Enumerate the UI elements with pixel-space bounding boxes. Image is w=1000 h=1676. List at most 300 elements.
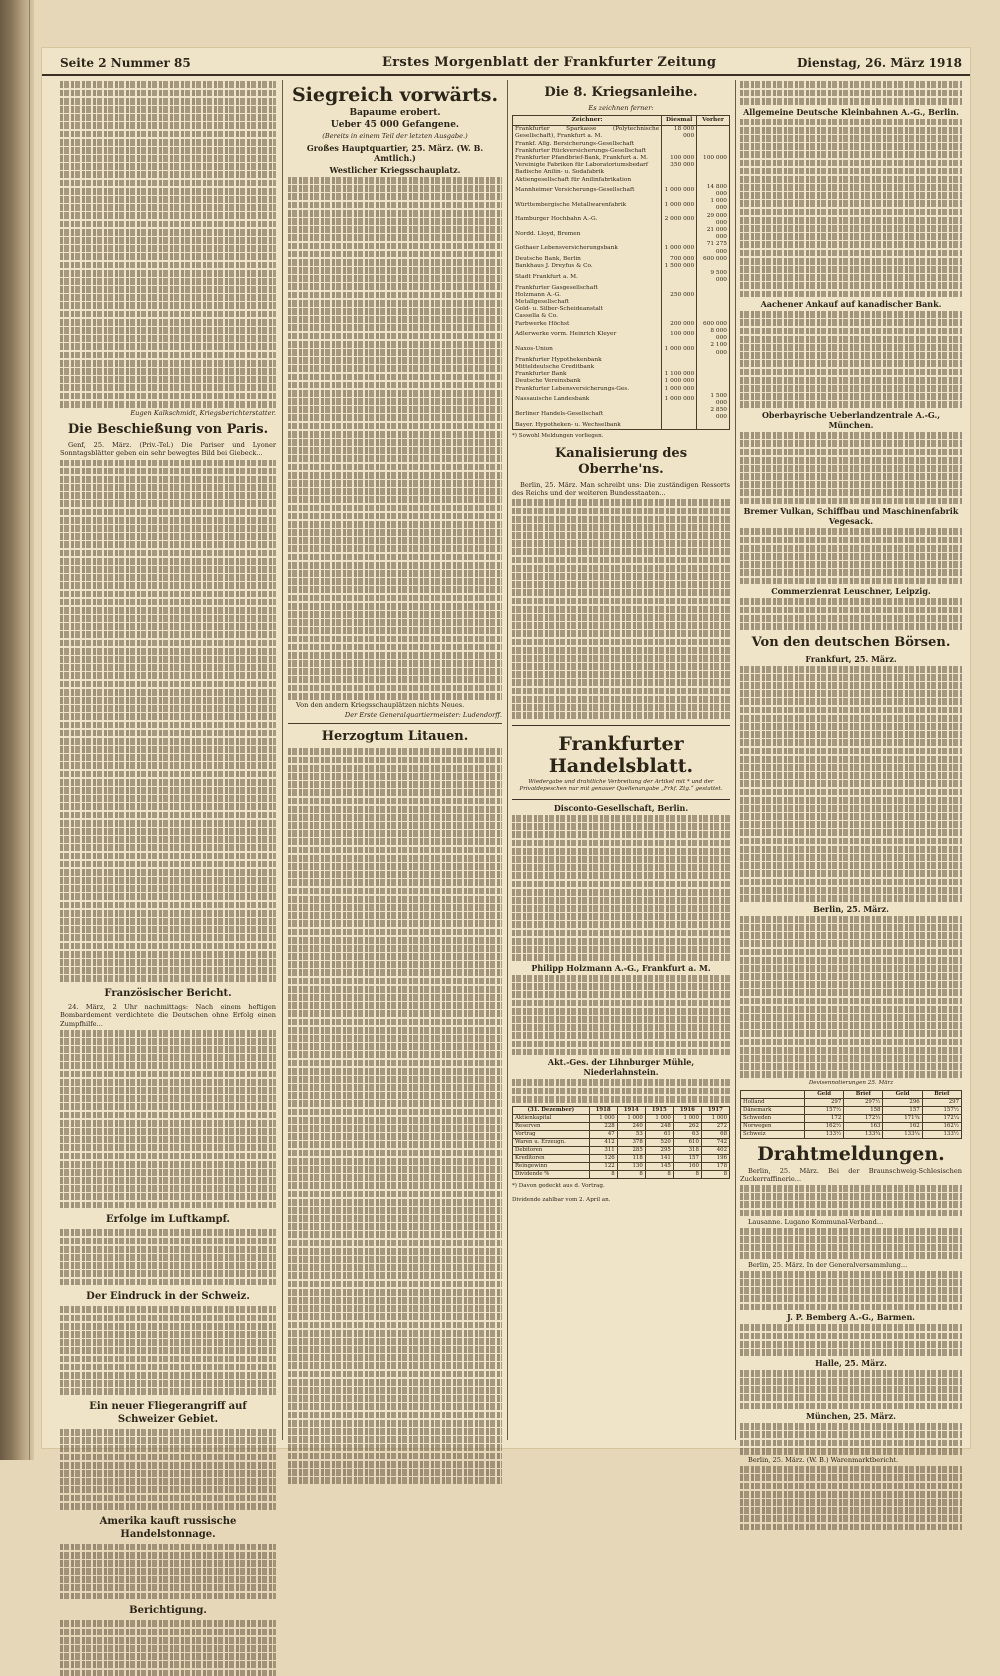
headline-paris: Die Beschießung von Paris. [67,422,269,438]
table-cell: Cassella & Co. [513,313,662,320]
table-cell: Frankfurter Lebensversicherungs-Ges. [513,386,662,393]
table-cell [697,148,730,155]
table-cell: 178 [701,1162,729,1170]
table-cell: Vortrag [513,1130,590,1138]
table-cell: 1 000 [645,1114,673,1122]
table-cell: Gold- u. Silber-Scheideanstalt [513,306,662,313]
article-body-filler [740,666,962,902]
dateline: Genf, 25. März. (Priv.-Tel.) Die Pariser und Lyoner Sonntagsblätter geben ein sehr bewegtes Bild bei Giebeck... [60,441,276,458]
article-body-filler [60,1229,276,1285]
financial-table [512,1106,730,1179]
table-cell [697,162,730,169]
table-cell: 378 [617,1138,645,1146]
article-body-filler [512,1079,730,1102]
byline: Eugen Kalkschmidt, Kriegsberichterstatter. [130,408,276,417]
headline-schweiz: Der Eindruck in der Schweiz. [86,1291,250,1303]
table-row [513,256,730,263]
table-cell [662,177,697,184]
table-cell: 610 [673,1138,701,1146]
table-row [513,328,730,342]
table-cell: 2 100 000 [697,342,730,356]
article-body-filler [288,177,502,700]
table-row [513,422,730,430]
headline-kriegsanleihe: Die 8. Kriegsanleihe. [544,85,698,100]
table-cell: 100 000 [697,155,730,162]
article-body-filler [740,1466,962,1530]
table-cell [697,292,730,299]
table-cell: 600 000 [697,321,730,328]
table-row [513,313,730,320]
table-header: Brief [844,1090,883,1098]
table-cell: 8 [645,1170,673,1178]
table-cell: 162½ [922,1122,961,1130]
table-cell: 2 850 000 [697,407,730,421]
table-cell: Adlerwerke vorm. Heinrich Kleyer [513,328,662,342]
article-body-filler [60,1429,276,1509]
table-cell: 100 000 [662,328,697,342]
table-row [513,155,730,162]
issue-date: Dienstag, 26. März 1918 [797,56,962,70]
table-cell: Naxos-Union [513,342,662,356]
table-cell [697,299,730,306]
table-cell: 133¼ [883,1130,922,1138]
table-row [513,270,730,284]
table-cell [697,141,730,148]
table-cell: 272 [701,1122,729,1130]
table-cell: 61 [645,1130,673,1138]
headline-siegreich: Siegreich vorwärts. [291,84,499,106]
table-header: 1914 [617,1106,645,1114]
table-cell: 700 000 [662,256,697,263]
table-cell: 1 000 000 [697,198,730,212]
table-cell: 100 000 [662,155,697,162]
table-cell [697,422,730,430]
table-cell: 47 [589,1130,617,1138]
table-cell: Frankfurter Rückversicherungs-Gesellschaft [513,148,662,155]
table-row [513,126,730,141]
headline-french-report: Französischer Bericht. [104,988,232,1000]
table-cell: 311 [589,1146,617,1154]
headline-boersen: Von den deutschen Börsen. [751,634,951,650]
table-row [513,378,730,385]
table-cell: Schweiz [741,1130,805,1138]
article-body-filler [740,1271,962,1311]
table-cell: 297½ [844,1098,883,1106]
item-kanadische-bank: Aachener Ankauf auf kanadischer Bank. [760,299,942,310]
article-body-filler [740,119,962,298]
item-leipzig: Commerzienrat Leuschner, Leipzig. [771,586,931,597]
table-cell: 1 000 [673,1114,701,1122]
table-cell: Mannheimer Versicherungs-Gesellschaft [513,184,662,198]
table-cell: Deutsche Bank, Berlin [513,256,662,263]
table-cell [697,386,730,393]
table-cell: 158 [844,1106,883,1114]
table-row [513,213,730,227]
table-cell: 318 [673,1146,701,1154]
article-body-filler [740,1423,962,1454]
table-row [513,198,730,212]
table-cell: Metallgesellschaft [513,299,662,306]
table-header: Diesmal [662,116,697,126]
table-row [513,364,730,371]
table-cell: Bayer. Hypotheken- u. Wechselbank [513,422,662,430]
table-cell [697,169,730,176]
subscription-table [512,115,730,430]
table-cell [697,177,730,184]
table-cell: 1 000 [701,1114,729,1122]
table-cell: 126 [589,1154,617,1162]
table-cell: 18 000 000 [662,126,697,141]
table-cell: 68 [701,1130,729,1138]
table-row [513,177,730,184]
table-cell: 1 000 000 [662,184,697,198]
table-cell: 248 [645,1122,673,1130]
table-cell [697,306,730,313]
table-cell [662,306,697,313]
item-holzmann: Philipp Holzmann A.-G., Frankfurt a. M. [531,963,711,973]
table-row [513,321,730,328]
article-body-filler [60,1544,276,1600]
devisen-table [740,1090,962,1139]
table-row [513,1114,730,1122]
table-cell: 63 [673,1130,701,1138]
table-cell: 285 [617,1146,645,1154]
article-body-filler [740,916,962,1078]
table-row [741,1122,962,1130]
table-cell: Debitoren [513,1146,590,1154]
table-cell: 1 000 000 [662,386,697,393]
table-cell: Deutsche Vereinsbank [513,378,662,385]
table-cell: Dänemark [741,1106,805,1114]
table-cell: 172½ [844,1114,883,1122]
table-cell: 520 [645,1138,673,1146]
table-cell: 1 000 000 [662,342,697,356]
table-header: 1916 [673,1106,701,1114]
item-oberbayern: Oberbayrische Ueberlandzentrale A.-G., München. [761,410,941,431]
table-cell: Reserven [513,1122,590,1130]
table-cell [662,270,697,284]
column-rule [507,80,508,1440]
newspaper-page [42,48,970,1617]
table-cell: Frankfurter Gasgesellschaft [513,285,662,292]
draht-item: Lausanne. Lugano Kommunal-Verband... [748,1217,884,1226]
table-cell [697,313,730,320]
article-body-filler [512,499,730,719]
table-header: 1917 [701,1106,729,1114]
table-row [741,1114,962,1122]
table-row [513,357,730,364]
page-number: Seite 2 Nummer 85 [60,56,191,70]
table-cell [662,169,697,176]
subheadline-bapaume: Bapaume erobert. [349,108,441,118]
financial-note: *) Davon gedeckt aus d. Vortrag. [512,1182,605,1189]
table-row [513,1146,730,1154]
table-cell: 172¼ [922,1114,961,1122]
table-row [513,285,730,292]
table-header: Brief [922,1090,961,1098]
table-cell: 1 000 000 [662,378,697,385]
headline-amerika: Amerika kauft russische Handelstonnage. [99,1515,237,1540]
table-row [513,1170,730,1178]
table-cell: 9 500 000 [697,270,730,284]
column-2 [288,80,502,1440]
draht-item: J. P. Bemberg A.-G., Barmen. [786,1312,916,1323]
headline-drahtmeldungen: Drahtmeldungen. [757,1142,945,1165]
table-cell: Aktiengesellschaft für Anilinfabrikation [513,177,662,184]
table-cell: Hamburger Hochbahn A.-G. [513,213,662,227]
table-cell: 71 275 000 [697,241,730,255]
table-cell: 8 [589,1170,617,1178]
table-cell: Frankfurter Bank [513,371,662,378]
table-row [513,292,730,299]
table-header: Geld [883,1090,922,1098]
draht-item: Halle, 25. März. [815,1357,887,1368]
table-cell: 1 000 000 [662,198,697,212]
column-rule [282,80,283,1440]
table-cell: 402 [701,1146,729,1154]
edition-note: (Bereits in einem Teil der letzten Ausgabe.) [322,132,468,140]
article-body-filler [740,1228,962,1259]
table-row [741,1098,962,1106]
headline-berichtigung: Berichtigung. [129,1605,207,1617]
table-row [513,141,730,148]
table-cell: Aktienkapital [513,1114,590,1122]
table-row [513,1130,730,1138]
table-cell: Holland [741,1098,805,1106]
table-cell: 8 [673,1170,701,1178]
table-cell: 14 800 000 [697,184,730,198]
table-row [741,1130,962,1138]
table-cell: Nassauische Landesbank [513,393,662,407]
table-header: Geld [805,1090,844,1098]
signature-ludendorff: Der Erste Generalquartiermeister: Ludendorff. [344,711,502,720]
table-row [513,184,730,198]
table-header: (31. Dezember) [513,1106,590,1114]
table-row [513,169,730,176]
table-cell: 2 000 000 [662,213,697,227]
item-disconto: Disconto-Gesellschaft, Berlin. [553,803,689,814]
table-cell [662,285,697,292]
table-cell: 8 [617,1170,645,1178]
table-cell: Badische Anilin- u. Sodafabrik [513,169,662,176]
masthead [42,54,970,76]
table-row [513,1122,730,1130]
table-cell [662,313,697,320]
table-cell: Vereinigte Fabriken für Laboratoriumsbedarf [513,162,662,169]
table-cell: 162 [883,1122,922,1130]
table-cell: Reingewinn [513,1162,590,1170]
table-cell: Dividende % [513,1170,590,1178]
table-cell: 122 [589,1162,617,1170]
table-header [741,1090,805,1098]
table-cell [662,364,697,371]
article-body-filler [740,1324,962,1355]
table-row [513,1138,730,1146]
table-cell: 133¾ [844,1130,883,1138]
table-cell: 1 000 [617,1114,645,1122]
table-cell: 133½ [922,1130,961,1138]
headline-luftkampf: Erfolge im Luftkampf. [106,1214,230,1226]
table-cell: 295 [645,1146,673,1154]
article-body-filler [740,81,962,104]
table-cell [697,285,730,292]
table-cell: 350 000 [662,162,697,169]
table-cell: 296 [883,1098,922,1106]
table-cell: 162½ [805,1122,844,1130]
table-row [513,241,730,255]
item-kleinbahnen: Allgemeine Deutsche Kleinbahnen A.-G., Berlin. [743,106,959,117]
table-cell: 118 [617,1154,645,1162]
article-body-filler [740,528,962,584]
reprint-note: Wiedergabe und drahtliche Verbreitung der Artikel mit * und der Privatdepeschen nur mit genauer Quellenangabe „Frkf. Ztg.“ gestattet. [519,779,723,793]
table-cell: Frankfurter Pfandbrief-Bank, Frankfurt a. M. [513,155,662,162]
table-cell [697,357,730,364]
table-cell: 21 000 000 [697,227,730,241]
table-cell: 172 [805,1114,844,1122]
table-cell: 157½ [922,1106,961,1114]
table-cell: 1 000 000 [662,241,697,255]
article-body-filler [288,748,502,1483]
table-cell: Mitteldeutsche Creditbank [513,364,662,371]
draht-item: München, 25. März. [806,1411,896,1422]
subheadline-gefangene: Ueber 45 000 Gefangene. [330,120,460,130]
table-cell: 196 [701,1154,729,1162]
boerse-berlin-dateline: Berlin, 25. März. [813,903,889,914]
article-body-filler [740,311,962,408]
table-cell: 600 000 [697,256,730,263]
table-cell: 53 [617,1130,645,1138]
table-row [513,227,730,241]
table-cell: 171¾ [883,1114,922,1122]
table-cell: Gothaer Lebensversicherungsbank [513,241,662,255]
section-handelsblatt [512,725,730,800]
table-cell [697,364,730,371]
table-row [513,162,730,169]
table-cell: 228 [589,1122,617,1130]
table-header: Zeichner: [513,116,662,126]
article-body-filler [60,1306,276,1395]
table-row [513,263,730,270]
table-cell: 1 500 000 [697,393,730,407]
table-cell: 240 [617,1122,645,1130]
draht-item: Berlin, 25. März. Bei der Braunschweig-Schlesischen Zuckerraffinerie... [740,1166,962,1183]
table-cell: 8 000 000 [697,328,730,342]
table-cell: Holzmann A.-G. [513,292,662,299]
table-cell: 160 [673,1162,701,1170]
column-4 [740,80,962,1465]
table-row [513,386,730,393]
table-cell: 29 000 000 [697,213,730,227]
table-cell: 133½ [805,1130,844,1138]
article-body-filler [512,815,730,961]
table-cell: Württembergische Metallwarenfabrik [513,198,662,212]
table-cell: 157½ [805,1106,844,1114]
table-cell: Frankfurter Sparkasse (Polytechnische Gesellschaft), Frankfurt a. M. [513,126,662,141]
table-row [513,342,730,356]
table-footnote: *) Sowohl Meldungen vorliegen. [512,432,604,439]
subheadline-zeichnen: Es zeichnen ferner: [588,104,654,112]
table-cell: 163 [844,1122,883,1130]
newspaper-title: Erstes Morgenblatt der Frankfurter Zeitung [382,55,717,70]
devisen-title: Devisennotierungen 25. März [808,1079,894,1086]
table-cell: Farbwerke Höchst [513,321,662,328]
section-western-front: Westlicher Kriegsschauplatz. [329,165,461,175]
table-cell [697,263,730,270]
other-fronts-note: Von den andern Kriegsschauplätzen nichts Neues. [296,701,465,709]
table-cell [662,148,697,155]
table-cell: Norwegen [741,1122,805,1130]
table-cell: 8 [701,1170,729,1178]
column-3 [512,80,730,1440]
table-row [513,306,730,313]
item-lihnburger: Akt.-Ges. der Lihnburger Mühle, Niederlahnstein. [547,1057,695,1078]
table-cell: 250 000 [662,292,697,299]
table-row [513,1162,730,1170]
table-cell: Stadt Frankfurt a. M. [513,270,662,284]
table-row [513,1154,730,1162]
table-cell: 157 [673,1154,701,1162]
table-cell [662,141,697,148]
table-row [513,393,730,407]
table-row [741,1106,962,1114]
draht-item: Berlin, 25. März. (W. B.) Warenmarktbericht. [748,1456,899,1465]
table-cell [697,378,730,385]
table-cell: 1 100 000 [662,371,697,378]
table-row [513,299,730,306]
table-cell: 1 000 [589,1114,617,1122]
table-cell: Frankf. Allg. Bersicherungs-Gesellschaft [513,141,662,148]
table-cell: 141 [645,1154,673,1162]
table-cell: Bankhaus J. Dreyfus & Co. [513,263,662,270]
article-body-filler [740,598,962,629]
article-body-filler [60,81,276,407]
table-cell: 1 000 000 [662,393,697,407]
table-cell: 200 000 [662,321,697,328]
table-cell: Kreditoren [513,1154,590,1162]
table-cell: Berliner Handels-Gesellschaft [513,407,662,421]
table-row [513,371,730,378]
column-rule [735,80,736,1440]
dateline: 24. März, 2 Uhr nachmittags: Nach einem heftigen Bombardement verdichtete die Deutschen ohne Erfolg einen Zumpfhilfe... [60,1003,276,1028]
draht-item: Berlin, 25. März. In der Generalversammlung... [748,1260,908,1269]
dateline-headquarters: Großes Hauptquartier, 25. März. (W. B. Amtlich.) [306,143,484,163]
table-cell: 1 500 000 [662,263,697,270]
headline-flieger: Ein neuer Fliegerangriff auf Schweizer Gebiet. [89,1401,247,1426]
table-cell: 412 [589,1138,617,1146]
table-row [513,407,730,421]
table-row [513,148,730,155]
table-cell: Schweden [741,1114,805,1122]
table-header: 1915 [645,1106,673,1114]
financial-footnote: Dividende zahlbar vom 2. April an. [512,1196,611,1203]
table-cell [662,299,697,306]
table-cell [697,126,730,141]
table-cell [662,227,697,241]
article-body-filler [740,1185,962,1216]
column-1 [60,80,276,1617]
article-body-filler [60,1030,276,1209]
table-cell [697,371,730,378]
table-header: Vorher [697,116,730,126]
table-cell: 297 [805,1098,844,1106]
article-body-filler [740,432,962,504]
book-binding-edge [0,0,34,1460]
table-cell: 297 [922,1098,961,1106]
table-cell: 262 [673,1122,701,1130]
article-body-filler [740,1370,962,1410]
table-cell [662,357,697,364]
table-cell: 157 [883,1106,922,1114]
